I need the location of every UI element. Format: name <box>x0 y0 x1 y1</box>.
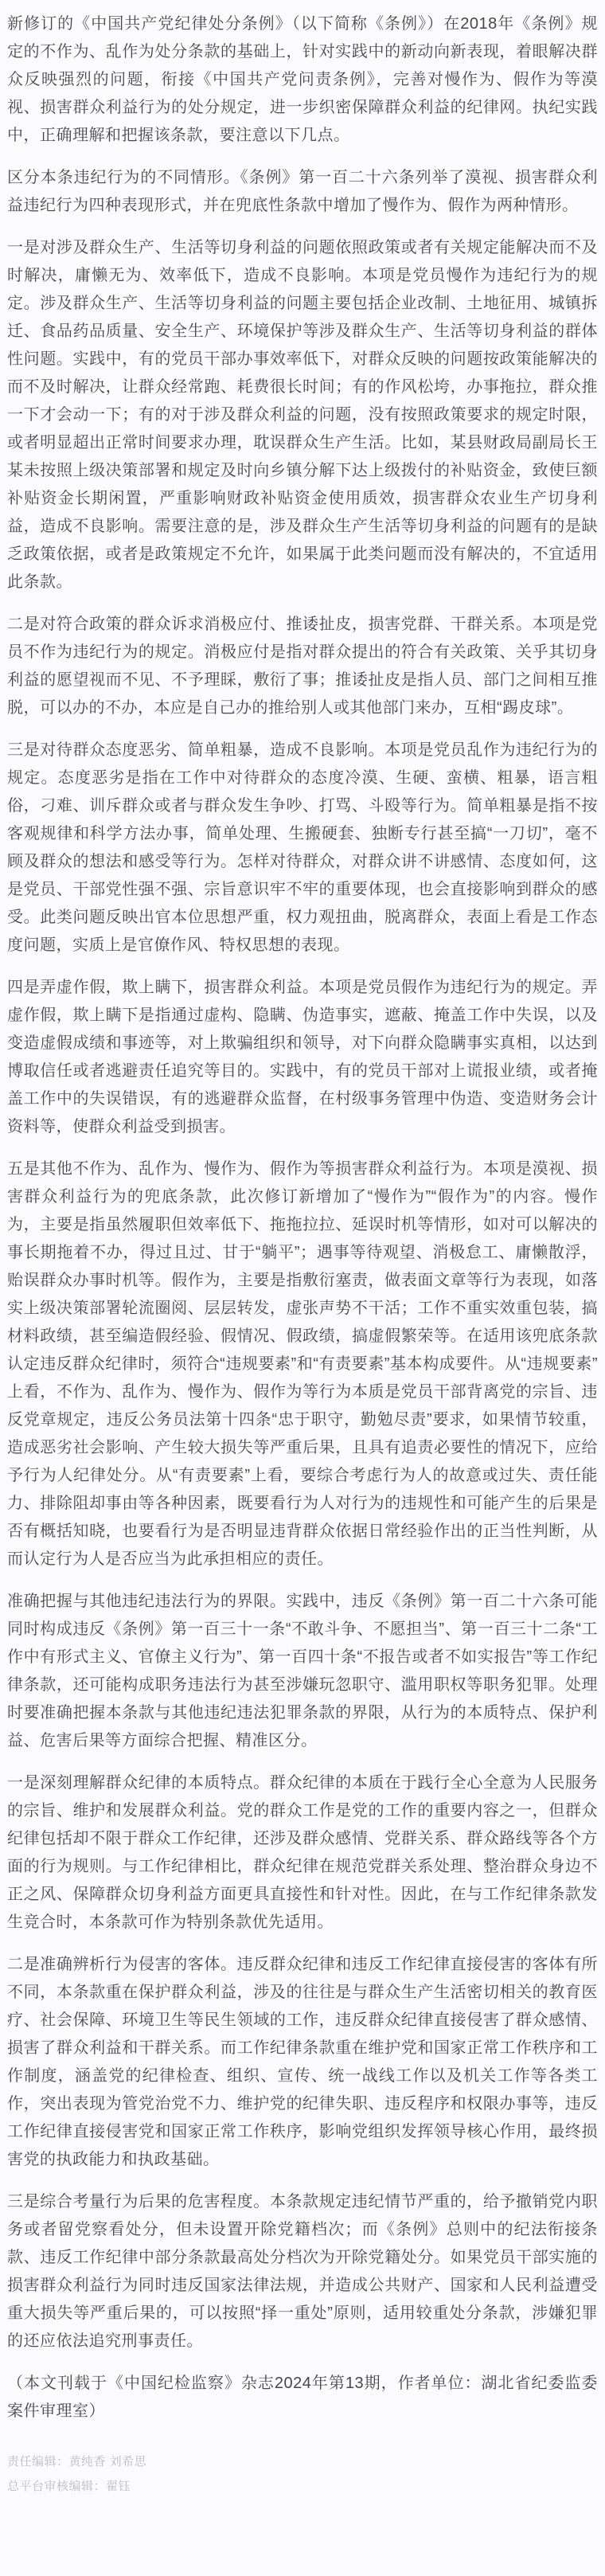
paragraph-distinguish-situations: 区分本条违纪行为的不同情形。《条例》第一百二十六条列举了漠视、损害群众利益违纪行为四种表现形式，并在兜底性条款中增加了慢作为、假作为两种情形。 <box>7 169 598 214</box>
paragraph-boundary-with-other-violations: 准确把握与其他违纪违法行为的界限。实践中，违反《条例》第一百二十六条可能同时构成违反《条例》第一百三十一条“不敢斗争、不愿担当”、第一百三十二条“工作中有形式主义、官僚主义行为”、第一百四十条“不报告或者不如实报告”等工作纪律条款，还可能构成职务违法行为甚至涉嫌玩忽职守、滥用职权等职务犯罪。处理时要准确把握本条款与其他违纪违法犯罪条款的界限，从行为的本质特点、保护利益、危害后果等方面综合把握、精准区分。 <box>7 1593 598 1749</box>
paragraph-source-note: （本文刊载于《中国纪检监察》杂志2024年第13期，作者单位：湖北省纪委监委案件审理室） <box>7 2375 598 2420</box>
paragraph-grasp-1-essence: 一是深刻理解群众纪律的本质特点。群众纪律的本质在于践行全心全意为人民服务的宗旨、维护和发展群众利益。党的群众工作是党的工作的重要内容之一，但群众纪律包括却不限于群众工作纪律，还涉及群众感情、党群关系、群众路线等各个方面的行为规则。与工作纪律相比，群众纪律在规范党群关系处理、整治群众身边不正之风、保障群众切身利益方面更具直接性和针对性。因此，在与工作纪律条款发生竞合时，本条款可作为特别条款优先适用。 <box>7 1774 598 1931</box>
paragraph-point-3-bad-attitude: 三是对待群众态度恶劣、简单粗暴，造成不良影响。本项是党员乱作为违纪行为的规定。态度恶劣是指在工作中对待群众的态度冷漠、生硬、蛮横、粗暴，语言粗俗，刁难、训斥群众或者与群众发生争吵、打骂、斗殴等行为。简单粗暴是指不按客观规律和科学方法办事，简单处理、生搬硬套、独断专行甚至搞“一刀切”，毫不顾及群众的想法和感受等行为。怎样对待群众，对群众讲不讲感情、态度如何，这是党员、干部党性强不强、宗旨意识牢不牢的重要体现，也会直接影响到群众的感受。此类问题反映出官本位思想严重，权力观扭曲，脱离群众，表面上看是工作态度问题，实质上是官僚作风、特权思想的表现。 <box>7 741 598 954</box>
paragraph-point-5-other-acts: 五是其他不作为、乱作为、慢作为、假作为等损害群众利益行为。本项是漠视、损害群众利益行为的兜底条款，此次修订新增加了“慢作为”“假作为”的内容。慢作为，主要是指虽然履职但效率低下、拖拖拉拉、延误时机等情形，如对可以解决的事长期拖着不办，得过且过、甘于“躺平”；遇事等待观望、消极怠工、庸懒散浮，贻误群众办事时机等。假作为，主要是指敷衍塞责，做表面文章等行为表现，如落实上级决策部署轮流圈阅、层层转发，虚张声势不干活；工作不重实效重包装，搞材料政绩，甚至编造假经验、假情况、假政绩，搞虚假繁荣等。在适用该兜底条款认定违反群众纪律时，须符合“违规要素”和“有责要素”基本构成要件。从“违规要素”上看，不作为、乱作为、慢作为、假作为等行为本质是党员干部背离党的宗旨、违反党章规定，违反公务员法第十四条“忠于职守，勤勉尽责”要求，如果情节较重，造成恶劣社会影响、产生较大损失等严重后果，且具有追责必要性的情况下，应给予行为人纪律处分。从“有责要素”上看，要综合考虑行为人的故意或过失、责任能力、排除阻却事由等各种因素，既要看行为人对行为的违规性和可能产生的后果是否有概括知晓，也要看行为是否明显违背群众依据日常经验作出的正当性判断，从而认定行为人是否应当为此承担相应的责任。 <box>7 1160 598 1568</box>
platform-editor-line: 总平台审核编辑：翟钰 <box>7 2480 131 2493</box>
responsible-editor-line: 责任编辑：黄纯香 刘希思 <box>7 2455 147 2469</box>
paragraph-intro: 新修订的《中国共产党纪律处分条例》（以下简称《条例》）在2018年《条例》规定的不作为、乱作为处分条款的基础上，针对实践中的新动向新表现，着眼解决群众反映强烈的问题，衔接《中国共产党问责条例》，完善对慢作为、假作为等漠视、损害群众利益行为的处分规定，进一步织密保障群众利益的纪律网。执纪实践中，正确理解和把握该条款，要注意以下几点。 <box>7 15 598 144</box>
paragraph-point-1-slow-action: 一是对涉及群众生产、生活等切身利益的问题依照政策或者有关规定能解决而不及时解决，庸懒无为、效率低下，造成不良影响。本项是党员慢作为违纪行为的规定。涉及群众生产、生活等切身利益的问题主要包括企业改制、土地征用、城镇拆迁、食品药品质量、安全生产、环境保护等涉及群众生产、生活等切身利益的群体性问题。实践中，有的党员干部办事效率低下，对群众反映的问题按政策能解决的而不及时解决，让群众经常跑、耗费很长时间；有的作风松垮，办事拖拉，群众推一下才会动一下；有的对于涉及群众利益的问题，没有按照政策要求的规定时限，或者明显超出正常时间要求办理，耽误群众生产生活。比如，某县财政局副局长王某未按照上级决策部署和规定及时向乡镇分解下达上级拨付的补贴资金，致使巨额补贴资金长期闲置，严重影响财政补贴资金使用质效，损害群众农业生产切身利益，造成不良影响。需要注意的是，涉及群众生产生活等切身利益的问题有的是缺乏政策依据，或者是政策规定不允许，如果属于此类问题而没有解决的，不宜适用此条款。 <box>7 239 598 591</box>
paragraph-point-4-fraud: 四是弄虚作假，欺上瞒下，损害群众利益。本项是党员假作为违纪行为的规定。弄虚作假，欺上瞒下是指通过虚构、隐瞒、伪造事实，遮蔽、掩盖工作中失误，以及变造虚假成绩和事迹等，对上欺骗组织和领导，对下向群众隐瞒事实真相，以达到博取信任或者逃避责任追究等目的。实践中，有的党员干部对上谎报业绩，或者掩盖工作中的失误错误，有的逃避群众监督，在村级事务管理中伪造、变造财务会计资料等，使群众利益受到损害。 <box>7 979 598 1136</box>
paragraph-grasp-3-consequences: 三是综合考量行为后果的危害程度。本条款规定违纪情节严重的，给予撤销党内职务或者留党察看处分，但未设置开除党籍档次；而《条例》总则中的纪法衔接条款、违反工作纪律中部分条款最高处分档次为开除党籍处分。如果党员干部实施的损害群众利益行为同时违反国家法律法规，并造成公共财产、国家和人民利益遭受重大损失等严重后果的，可以按照“择一重处”原则，适用较重处分条款，涉嫌犯罪的还应依法追究刑事责任。 <box>7 2193 598 2350</box>
editor-credits <box>0 2440 605 2505</box>
paragraph-point-2-passive-response: 二是对符合政策的群众诉求消极应付、推诿扯皮，损害党群、干群关系。本项是党员不作为违纪行为的规定。消极应付是指对群众提出的符合有关政策、关乎其切身利益的愿望视而不见、不予理睬，敷衍了事；推诿扯皮是指人员、部门之间相互推脱，可以办的不办，本应是自己办的推给别人或其他部门来办，互相“踢皮球”。 <box>7 616 598 717</box>
paragraph-grasp-2-object: 二是准确辨析行为侵害的客体。违反群众纪律和违反工作纪律直接侵害的客体有所不同，本条款重在保护群众利益，涉及的往往是与群众生产生活密切相关的教育医疗、社会保障、环境卫生等民生领域的工作，违反群众纪律直接侵害了群众感情、损害了群众利益和干群关系。而工作纪律条款重在维护党和国家正常工作秩序和工作制度，涵盖党的纪律检查、组织、宣传、统一战线工作以及机关工作等各类工作，突出表现为管党治党不力、维护党的纪律失职、违反程序和权限办事等，违反工作纪律直接侵害党和国家正常工作秩序，影响党组织发挥领导核心作用，最终损害党的执政能力和执政基础。 <box>7 1956 598 2168</box>
